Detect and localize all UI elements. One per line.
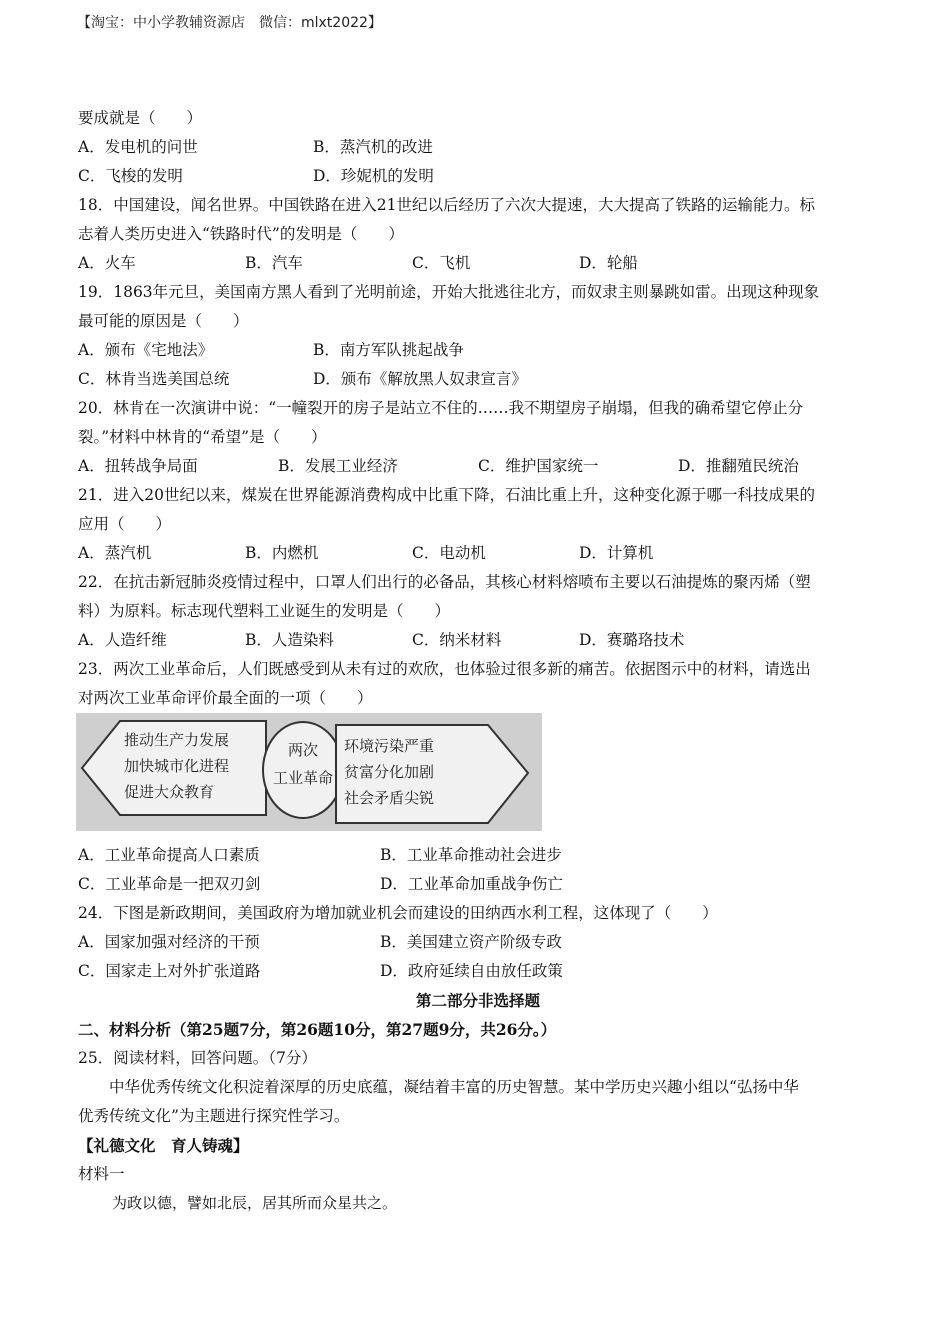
question-19-options-row1 [78, 336, 878, 365]
option-c: C．飞梭的发明 [78, 167, 183, 185]
option-b: B．南方军队挑起战争 [313, 341, 464, 359]
option-a: A．国家加强对经济的干预 [78, 933, 260, 951]
question-19-line2: 最可能的原因是（ ） [78, 312, 249, 330]
question-20-line1: 20．林肯在一次演讲中说：“一幢裂开的房子是站立不住的……我不期望房子崩塌，但我的确希望它停止分 [78, 399, 804, 417]
question-23-options-row1 [78, 841, 878, 870]
option-a: A．火车 [78, 254, 136, 272]
center-text-1: 两次 [287, 741, 319, 759]
question-23-line2: 对两次工业革命评价最全面的一项（ ） [78, 689, 373, 707]
option-a: A．人造纤维 [78, 631, 167, 649]
question-18-options [78, 249, 878, 278]
question-20-line2: 裂。”材料中林肯的“希望”是（ ） [78, 428, 327, 446]
question-25-intro-line1: 中华优秀传统文化积淀着深厚的历史底蕴，凝结着丰富的历史智慧。某中学历史兴趣小组以“弘扬中华 [109, 1078, 799, 1096]
question-17-tail: 要成就是（ ） [78, 109, 203, 127]
option-a: A．工业革命提高人口素质 [78, 846, 260, 864]
question-22-line2: 料）为原料。标志现代塑料工业诞生的发明是（ ） [78, 602, 451, 620]
option-b: B．汽车 [245, 254, 303, 272]
option-d: D．工业革命加重战争伤亡 [380, 875, 563, 893]
option-c: C．工业革命是一把双刃剑 [78, 875, 261, 893]
option-a: A．扭转战争局面 [78, 457, 198, 475]
question-21-line1: 21．进入20世纪以来，煤炭在世界能源消费构成中比重下降，石油比重上升，这种变化源于哪一科技成果的 [78, 486, 815, 504]
option-b: B．工业革命推动社会进步 [380, 846, 562, 864]
option-b: B．美国建立资产阶级专政 [380, 933, 562, 951]
option-d: D．政府延续自由放任政策 [380, 962, 563, 980]
question-24-line1: 24．下图是新政期间，美国政府为增加就业机会而建设的田纳西水利工程，这体现了（ ） [78, 904, 718, 922]
left-text-3: 促进大众教育 [124, 783, 215, 801]
question-20-options [78, 452, 878, 481]
option-c: C．纳米材料 [412, 631, 502, 649]
option-c: C．林肯当选美国总统 [78, 370, 230, 388]
question-19-options-row2 [78, 365, 878, 394]
question-17-options-row2 [78, 162, 878, 191]
question-23-options-row2 [78, 870, 878, 899]
question-22-options [78, 626, 878, 655]
exam-page [78, 104, 878, 1218]
question-25-heading: 25．阅读材料，回答问题。（7分） [78, 1049, 317, 1067]
right-text-2: 贫富分化加剧 [344, 763, 435, 781]
option-c: C．国家走上对外扩张道路 [78, 962, 261, 980]
question-22-line1: 22．在抗击新冠肺炎疫情过程中，口罩人们出行的必备品，其核心材料熔喷布主要以石油提炼的聚丙烯（塑 [78, 573, 811, 591]
option-b: B．内燃机 [245, 544, 319, 562]
part-two-title: 第二部分非选择题 [415, 991, 540, 1010]
option-d: D．赛璐珞技术 [579, 631, 685, 649]
option-a: A．颁布《宅地法》 [78, 341, 214, 359]
option-a: A．蒸汽机 [78, 544, 152, 562]
section-two-heading: 二、材料分析（第25题7分，第26题10分，第27题9分，共26分。） [78, 1020, 557, 1039]
question-21-line2: 应用（ ） [78, 515, 172, 533]
option-c: C．飞机 [412, 254, 471, 272]
question-17-options-row1 [78, 133, 878, 162]
option-d: D．颁布《解放黑人奴隶宣言》 [313, 370, 527, 388]
option-b: B．蒸汽机的改进 [313, 138, 433, 156]
question-24-options-row2 [78, 957, 878, 986]
option-d: D．轮船 [579, 254, 638, 272]
question-24-options-row1 [78, 928, 878, 957]
question-18-line1: 18．中国建设，闻名世界。中国铁路在进入21世纪以后经历了六次大提速，大大提高了铁路的运输能力。标 [78, 196, 815, 214]
option-b: B．人造染料 [245, 631, 334, 649]
material-one-quote: 为政以德，譬如北辰，居其所而众星共之。 [112, 1194, 398, 1212]
option-c: C．电动机 [412, 544, 486, 562]
option-d: D．推翻殖民统治 [678, 457, 799, 475]
question-23-line1: 23．两次工业革命后，人们既感受到从未有过的欢欣，也体验过很多新的痛苦。依据图示中的材料，请选出 [78, 660, 811, 678]
option-c: C．维护国家统一 [478, 457, 599, 475]
center-text-2: 工业革命 [272, 769, 334, 787]
question-18-line2: 志着人类历史进入“铁路时代”的发明是（ ） [78, 225, 404, 243]
material-one-label: 材料一 [78, 1165, 125, 1183]
option-d: D．计算机 [579, 544, 654, 562]
subsection-heading: 【礼德文化 育人铸魂】 [78, 1136, 249, 1155]
industrial-revolution-diagram [76, 713, 542, 831]
option-d: D．珍妮机的发明 [313, 167, 434, 185]
right-text-3: 社会矛盾尖锐 [344, 789, 435, 807]
left-text-2: 加快城市化进程 [124, 757, 230, 775]
left-text-1: 推动生产力发展 [124, 731, 230, 749]
page-header: 【淘宝：中小学教辅资源店 微信：mlxt2022】 [77, 15, 382, 31]
option-a: A．发电机的问世 [78, 138, 198, 156]
option-b: B．发展工业经济 [278, 457, 398, 475]
question-25-intro-line2: 优秀传统文化”为主题进行探究性学习。 [78, 1107, 350, 1125]
right-text-1: 环境污染严重 [344, 737, 435, 755]
question-21-options [78, 539, 878, 568]
question-19-line1: 19．1863年元旦，美国南方黑人看到了光明前途，开始大批逃往北方，而奴隶主则暴跳如雷。出现这种现象 [78, 283, 820, 301]
